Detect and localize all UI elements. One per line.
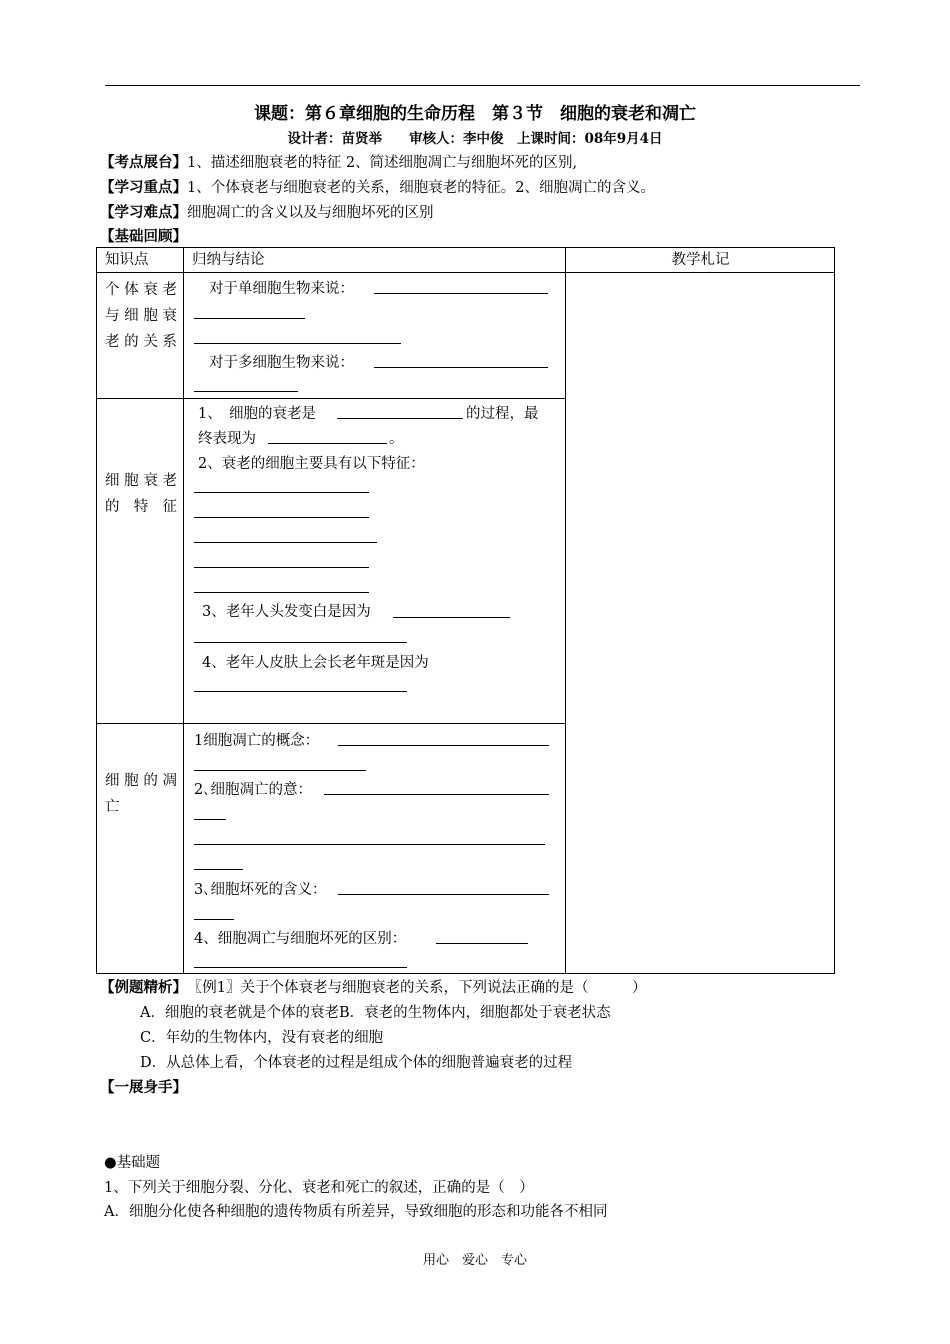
- row2-item2: 2、衰老的细胞主要具有以下特征：: [198, 456, 425, 472]
- row2-item3: 3、老年人头发变白是因为: [202, 604, 371, 620]
- option-d: D．从总体上看，个体衰老的过程是组成个体的细胞普遍衰老的过程: [140, 1055, 573, 1071]
- blank[interactable]: [194, 343, 401, 344]
- jichu-label: 【基础回顾】: [100, 229, 187, 245]
- page-footer: 用心 爱心 专心: [422, 1253, 527, 1268]
- jichu-line: [100, 225, 187, 246]
- row1-topic: 个体衰老与细胞衰老的关系: [105, 282, 177, 350]
- row1-line1: 对于单细胞生物来说：: [209, 281, 354, 297]
- header-summary: 归纳与结论: [184, 248, 566, 273]
- table-header-row: [97, 248, 835, 273]
- option-c: C．年幼的生物体内，没有衰老的细胞: [140, 1030, 384, 1046]
- blank[interactable]: [194, 592, 369, 593]
- row2-item4: 4、老年人皮肤上会长老年斑是因为: [202, 655, 429, 671]
- option-a: A．细胞的衰老就是个体的衰老: [140, 1005, 339, 1021]
- row3-item4: 4、细胞凋亡与细胞坏死的区别：: [194, 931, 407, 947]
- practice-line: [100, 1076, 187, 1097]
- blank[interactable]: [393, 617, 510, 618]
- notes-column[interactable]: [566, 248, 835, 974]
- basic-label: ●基础题: [104, 1155, 161, 1171]
- row3-topic: 细胞的凋亡: [105, 773, 177, 815]
- nandian-text: 细胞凋亡的含义以及与细胞坏死的区别: [187, 205, 434, 221]
- row2-content-cell: [184, 399, 566, 724]
- blank[interactable]: [194, 919, 234, 920]
- example-label: 【例题精析】: [100, 980, 187, 996]
- top-rule: [105, 85, 860, 86]
- kaodian-line: [100, 151, 577, 172]
- row1-topic-cell: [97, 273, 184, 399]
- row2-topic: 细胞衰老的特征: [105, 473, 177, 515]
- row2-item1: 1、 细胞的衰老是: [198, 406, 316, 422]
- blank[interactable]: [194, 967, 407, 968]
- page-title: 课题：第６章细胞的生命历程 第３节 细胞的衰老和凋亡: [254, 104, 696, 124]
- row2-item1-end: 。: [389, 431, 404, 447]
- zhongdian-label: 【学习重点】: [100, 180, 187, 196]
- kaodian-label: 【考点展台】: [100, 155, 187, 171]
- row3-item3: 3､细胞坏死的含义：: [194, 882, 327, 898]
- practice-label: 【一展身手】: [100, 1080, 187, 1096]
- kaodian-text: 1、描述细胞衰老的特征 2、简述细胞凋亡与细胞坏死的区别,: [187, 155, 578, 171]
- question-1: 1、下列关于细胞分裂、分化、衰老和死亡的叙述，正确的是（ ）: [104, 1180, 534, 1196]
- blank[interactable]: [268, 443, 387, 444]
- blank[interactable]: [194, 770, 366, 771]
- blank[interactable]: [194, 642, 407, 643]
- review-table: [96, 247, 835, 974]
- zhongdian-text: 1、个体衰老与细胞衰老的关系，细胞衰老的特征。2、细胞凋亡的含义。: [187, 180, 655, 196]
- example-line: [100, 976, 646, 997]
- nandian-label: 【学习难点】: [100, 205, 187, 221]
- blank[interactable]: [374, 293, 548, 294]
- blank[interactable]: [194, 517, 369, 518]
- row3-item2: 2､细胞凋亡的意：: [194, 782, 312, 798]
- blank[interactable]: [194, 391, 298, 392]
- row1-content-cell: [184, 273, 566, 399]
- row3-item1: 1细胞凋亡的概念：: [194, 733, 320, 749]
- header-topic: 知识点: [97, 248, 184, 273]
- blank[interactable]: [338, 745, 549, 746]
- row3-content-cell: [184, 724, 566, 974]
- blank[interactable]: [194, 819, 226, 820]
- example-option-ab: [140, 1001, 611, 1022]
- blank[interactable]: [194, 542, 377, 543]
- blank[interactable]: [194, 869, 243, 870]
- blank[interactable]: [324, 794, 549, 795]
- row3-topic-cell: [97, 724, 184, 974]
- row1-line2: 对于多细胞生物来说：: [209, 355, 354, 371]
- nandian-line: [100, 201, 434, 222]
- example-question: 〖例1〗关于个体衰老与细胞衰老的关系，下列说法正确的是（ ）: [195, 980, 647, 996]
- blank[interactable]: [338, 894, 549, 895]
- header-notes: 教学札记: [566, 248, 835, 273]
- row2-item1-suffix: 的过程，最: [466, 406, 539, 422]
- row2-topic-cell: [97, 399, 184, 724]
- blank[interactable]: [337, 418, 463, 419]
- option-b: B．衰老的生物体内，细胞都处于衰老状态: [338, 1005, 611, 1021]
- page-subtitle: 设计者：苗贤举 审核人：李中俊 上课时间：08年9月4日: [287, 131, 663, 147]
- blank[interactable]: [194, 567, 369, 568]
- blank[interactable]: [194, 691, 407, 692]
- zhongdian-line: [100, 176, 655, 197]
- row2-item1-line2: 终表现为: [198, 431, 256, 447]
- question-1-option-a: A．细胞分化使各种细胞的遗传物质有所差异，导致细胞的形态和功能各不相同: [104, 1204, 608, 1220]
- blank[interactable]: [194, 844, 545, 845]
- blank[interactable]: [194, 318, 305, 319]
- blank[interactable]: [194, 492, 369, 493]
- blank[interactable]: [436, 943, 528, 944]
- blank[interactable]: [374, 367, 548, 368]
